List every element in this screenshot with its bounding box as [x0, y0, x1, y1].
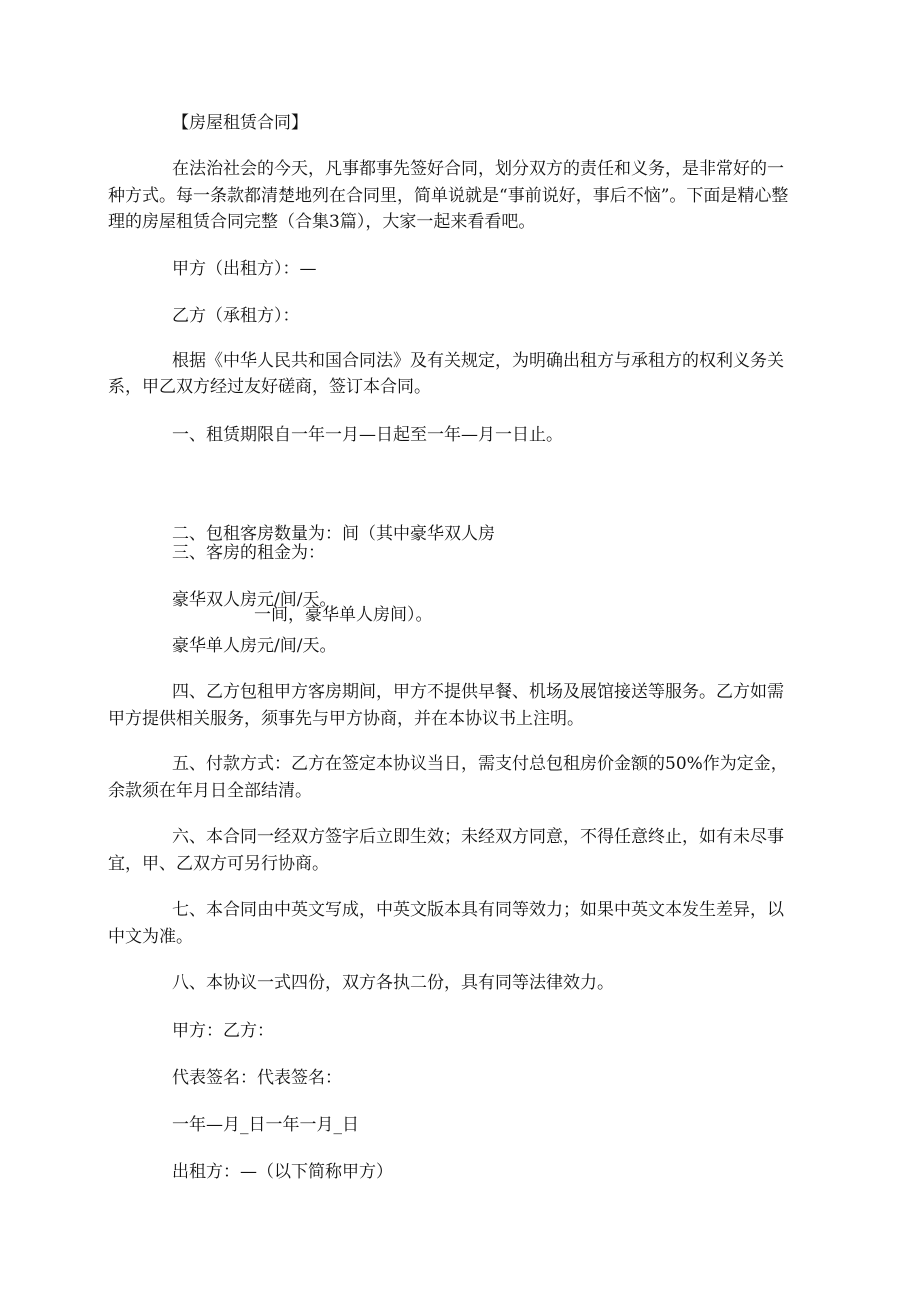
sign-parties: 甲方：乙方：	[172, 1021, 274, 1041]
clause-8: 八、本协议一式四份，双方各执二份，具有同等法律效力。	[172, 973, 614, 993]
clause-5: 五、付款方式：乙方在签定本协议当日，需支付总包租房价金额的50%作为定金，余款须在年月日全部结清。	[108, 754, 788, 801]
sign-representatives: 代表签名：代表签名：	[172, 1068, 342, 1088]
document-title: 【房屋租赁合同】	[172, 113, 308, 133]
clause-1: 一、租赁期限自一年一月—日起至一年—月一日止。	[172, 425, 563, 445]
clause-2-line-2: 一间，豪华单人房间）。	[254, 605, 433, 625]
lessor-line: 出租方：—（以下简称甲方）	[172, 1162, 393, 1182]
sign-dates: 一年—月_日一年一月_日	[172, 1115, 359, 1135]
clause-7: 七、本合同由中英文写成，中英文版本具有同等效力；如果中英文本发生差异，以中文为准。	[108, 900, 784, 947]
clause-6: 六、本合同一经双方签字后立即生效；未经双方同意，不得任意终止，如有未尽事宜，甲、乙双方可另行协商。	[108, 827, 784, 874]
rent-single-room: 豪华单人房元/间/天。	[172, 636, 337, 656]
clause-4: 四、乙方包租甲方客房期间，甲方不提供早餐、机场及展馆接送等服务。乙方如需甲方提供相关服务，须事先与甲方协商，并在本协议书上注明。	[108, 682, 784, 729]
party-b-line: 乙方（承租方）：	[172, 306, 300, 326]
party-a-line: 甲方（出租方）：—	[172, 259, 317, 279]
rent-double-room: 豪华双人房元/间/天。	[172, 590, 337, 610]
clause-2-line-1: 二、包租客房数量为：间（其中豪华双人房	[172, 524, 495, 544]
intro-paragraph: 在法治社会的今天，凡事都事先签好合同，划分双方的责任和义务，是非常好的一种方式。每一条款都清楚地列在合同里，简单说就是“事前说好，事后不恼”。下面是精心整理的房屋租赁合同完整（合集3篇），大家一起来看看吧。	[108, 159, 789, 232]
basis-paragraph: 根据《中华人民共和国合同法》及有关规定，为明确出租方与承租方的权利义务关系，甲乙双方经过友好磋商，签订本合同。	[108, 351, 784, 397]
clause-3: 三、客房的租金为：	[172, 543, 325, 563]
